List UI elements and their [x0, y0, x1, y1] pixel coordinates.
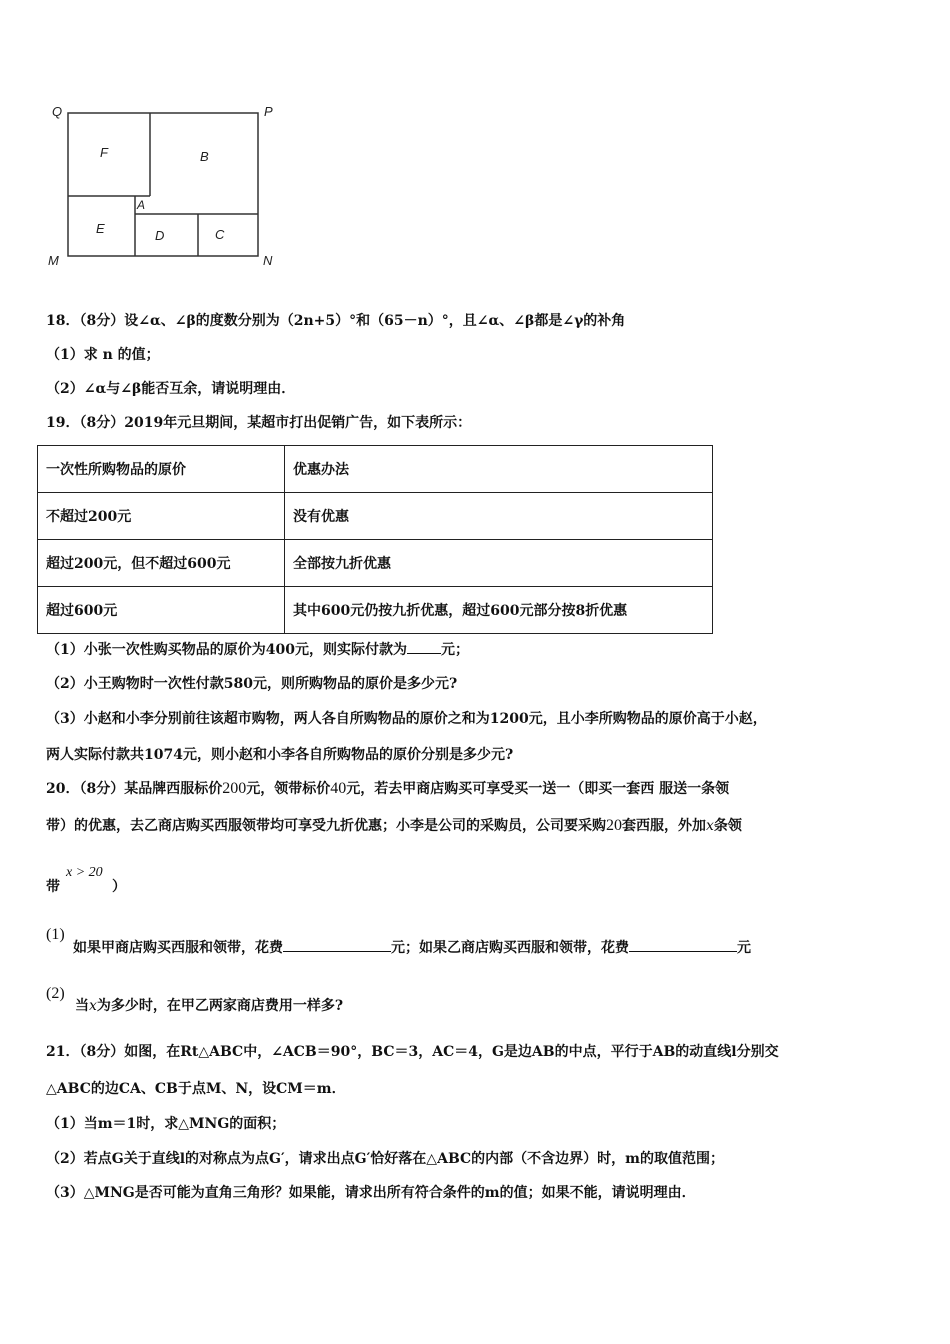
table-cell: 超过600元: [38, 587, 285, 634]
q20-text: 元，领带标价: [246, 781, 331, 797]
q19-part2: （2）小王购物时一次性付款580元，则所购物品的原价是多少元?: [46, 676, 458, 692]
label-e: E: [96, 221, 105, 236]
answer-blank[interactable]: [407, 639, 441, 654]
table-cell: 不超过200元: [38, 493, 285, 540]
var-x: x: [706, 818, 714, 834]
q20-text: 元；如果乙商店购买西服和领带，花费: [391, 940, 629, 956]
q21-line1: 21．（8分）如图，在Rt△ABC中，∠ACB＝90°，BC＝3，AC＝4，G是边AB的中点，平行于AB的动直线l分别交: [46, 1044, 779, 1060]
table-cell: 超过200元，但不超过600元: [38, 540, 285, 587]
q20-text: 带）的优惠，去乙商店购买西服领带均可享受九折优惠；小李是公司的采购员，公司要采购: [46, 818, 606, 834]
q20-text: 带: [46, 879, 60, 895]
q19-part1: [46, 639, 469, 660]
marker-1: (1): [46, 926, 65, 943]
q19-part3-line1: （3）小赵和小李分别前往该超市购物，两人各自所购物品的原价之和为1200元，且小李所购物品的原价高于小赵，: [46, 711, 767, 727]
table-row: [38, 540, 713, 587]
q20-text: 元，若去甲商店购买可享受买一送一（即买一套西 服送一条领: [346, 781, 730, 797]
label-d: D: [155, 228, 165, 243]
label-f: F: [100, 145, 108, 160]
q20-part2: [75, 996, 343, 1016]
label-b: B: [200, 149, 209, 164]
table-header-cell: 一次性所购物品的原价: [38, 446, 285, 493]
label-m: M: [48, 253, 59, 268]
q20-text: 如果甲商店购买西服和领带，花费: [73, 940, 283, 956]
suit-count: 20: [606, 817, 622, 834]
var-x: x: [89, 998, 97, 1014]
q18-part1: （1）求 n 的值；: [46, 347, 160, 363]
label-q: Q: [52, 104, 63, 119]
table-row: [38, 587, 713, 634]
table-cell: 全部按九折优惠: [285, 540, 713, 587]
geometry-figure: [40, 95, 290, 275]
q20-text: 20．（8分）某品牌西服标价: [46, 781, 223, 797]
q21-part3: （3）△MNG是否可能为直角三角形？如果能，请求出所有符合条件的m的值；如果不能，请说明理由．: [46, 1185, 696, 1201]
q20-text: 套西服，外加: [622, 818, 706, 834]
q19-part3-line2: 两人实际付款共1074元，则小赵和小李各自所购物品的原价分别是多少元?: [46, 747, 514, 763]
q19-part1-text: （1）小张一次性购买物品的原价为400元，则实际付款为: [46, 642, 407, 658]
promo-table: [37, 445, 713, 634]
q20-line1: [46, 779, 729, 799]
q20-text: 当: [75, 998, 89, 1014]
table-cell: 没有优惠: [285, 493, 713, 540]
label-n: N: [263, 253, 273, 268]
q18-stem: 18．（8分）设∠α、∠β的度数分别为（2n+5）°和（65－n）°，且∠α、∠β都是∠γ的补角: [46, 313, 626, 329]
label-a: A: [137, 198, 146, 212]
q20-text: ）: [112, 879, 126, 895]
table-row: [38, 493, 713, 540]
q20-line2: [46, 816, 742, 836]
table-cell: 其中600元仍按九折优惠，超过600元部分按8折优惠: [285, 587, 713, 634]
label-p: P: [264, 104, 273, 119]
q19-stem: 19．（8分）2019年元旦期间，某超市打出促销广告，如下表所示：: [46, 415, 472, 431]
q19-part1-unit: 元；: [440, 642, 469, 658]
q21-part2: （2）若点G关于直线l的对称点为点G′，请求出点G′恰好落在△ABC的内部（不含边界）时，m的取值范围；: [46, 1151, 724, 1167]
marker-2: (2): [46, 985, 65, 1002]
q20-text: 为多少时，在甲乙两家商店费用一样多?: [96, 998, 344, 1014]
q18-part2: （2）∠α与∠β能否互余，请说明理由．: [46, 381, 296, 397]
q21-part1: （1）当m＝1时，求△MNG的面积；: [46, 1116, 286, 1132]
tie-price: 40: [330, 780, 347, 797]
table-header-row: [38, 446, 713, 493]
condition-x-gt-20: x > 20: [66, 865, 103, 880]
answer-blank[interactable]: [283, 937, 391, 952]
q21-line2: △ABC的边CA、CB于点M、N，设CM＝m．: [46, 1081, 346, 1097]
q20-text: 条领: [713, 818, 742, 834]
table-header-cell: 优惠办法: [285, 446, 713, 493]
label-c: C: [215, 227, 225, 242]
q20-text: 元: [737, 940, 751, 956]
q20-part1: [73, 937, 751, 958]
answer-blank[interactable]: [629, 937, 737, 952]
suit-price: 200: [222, 780, 247, 797]
